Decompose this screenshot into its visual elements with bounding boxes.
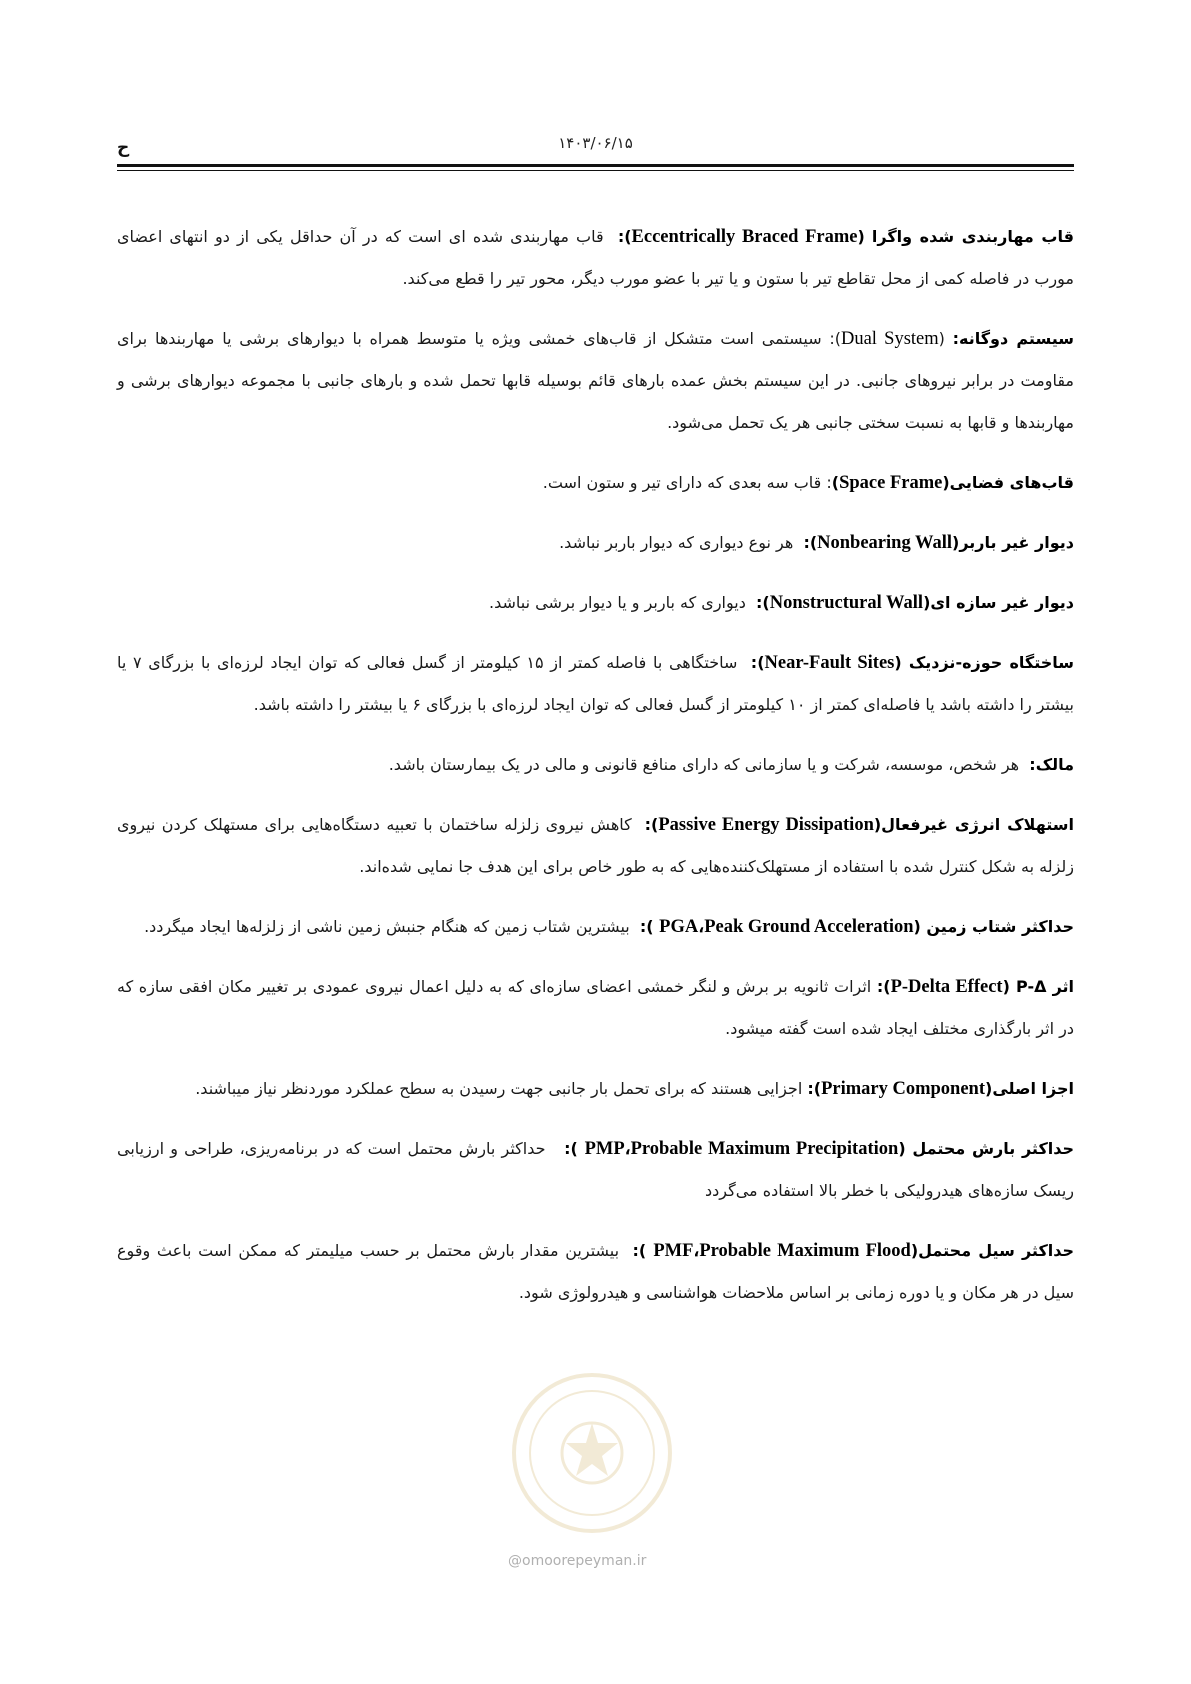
page-date: ۱۴۰۳/۰۶/۱۵: [558, 134, 633, 152]
definition-text: کاهش نیروی زلزله ساختمان با تعبیه دستگاه‌هایی برای مستهلک کردن نیروی زلزله به شکل کنترل شده با استفاده از مستهلک‌کننده‌هایی که به طور خاص برای این هدف جا نمایی شده‌اند.: [117, 815, 1074, 876]
definition-term-english: PGA،Peak Ground Acceleration: [659, 917, 914, 937]
definition-text: بیشترین شتاب زمین که هنگام جنبش زمین ناشی از زلزله‌ها ایجاد میگردد.: [144, 917, 630, 936]
definition-term-english: Eccentrically Braced Frame: [631, 227, 858, 247]
definition-entry: قاب‌های فضایی(Space Frame): قاب سه بعدی که دارای تیر و ستون است.: [542, 473, 1074, 493]
definition-term-english: Nonbearing Wall: [817, 533, 952, 553]
definition-text: دیواری که باربر و یا دیوار برشی نباشد.: [489, 593, 746, 612]
definition-entry: مالک: هر شخص، موسسه، شرکت و یا سازمانی که دارای منافع قانونی و مالی در یک بیمارستان باشد.: [388, 755, 1074, 774]
watermark-url: @omoorepeyman.ir: [508, 1553, 647, 1569]
definition-term: سیستم دوگانه: [959, 329, 1075, 348]
definition-term: اجزا اصلی: [992, 1079, 1074, 1098]
definition-text: بیشترین مقدار بارش محتمل بر حسب میلیمتر که ممکن است باعث وقوع سیل در هر مکان و یا دوره زمانی بر اساس ملاحضات هواشناسی و هیدرولوژی شود.: [117, 1241, 1074, 1302]
definition-text: اثرات ثانویه بر برش و لنگر خمشی اعضای سازه‌ای که به دلیل اعمال نیروی عمودی بر تغییر مکان افقی سازه که در اثر بارگذاری مختلف ایجاد شده است گفته میشود.: [117, 977, 1074, 1038]
definition-text: قاب مهاربندی شده ای است که در آن حداقل یکی از دو انتهای اعضای مورب در فاصله کمی از محل تقاطع تیر با ستون و یا تیر با عضو مورب دیگر، محور تیر را قطع می‌کند.: [117, 227, 1074, 288]
definition-entry: اجزا اصلی(Primary Component): اجزایی هستند که برای تحمل بار جانبی جهت رسیدن به سطح عملکرد موردنظر نیاز میباشند.: [195, 1079, 1074, 1099]
definition-entry: اثر P-Δ (P-Delta Effect): اثرات ثانویه بر برش و لنگر خمشی اعضای سازه‌ای که به دلیل اعمال نیروی عمودی بر تغییر مکان افقی سازه که در اثر بارگذاری مختلف ایجاد شده است گفته میشود.: [117, 977, 1075, 1038]
definition-entry: استهلاک انرژی غیرفعال(Passive Energy Dissipation): کاهش نیروی زلزله ساختمان با تعبیه دستگاه‌هایی برای مستهلک کردن نیروی زلزله به شکل کنترل شده با استفاده از مستهلک‌کننده‌هایی که به طور خاص برای این هدف جا نمایی شده‌اند.: [117, 815, 1075, 876]
definition-term: قاب‌های فضایی: [949, 473, 1074, 492]
definition-term: حداکثر شتاب زمین: [926, 917, 1074, 936]
definition-term-english: Near-Fault Sites: [764, 653, 895, 673]
definition-text: هر نوع دیواری که دیوار باربر نباشد.: [559, 533, 794, 552]
definition-term: قاب مهاربندی شده واگرا: [871, 227, 1074, 246]
definition-entry: قاب مهاربندی شده واگرا (Eccentrically Braced Frame): قاب مهاربندی شده ای است که در آن حداقل یکی از دو انتهای اعضای مورب در فاصله کمی از محل تقاطع تیر با ستون و یا تیر با عضو مورب دیگر، محور تیر را قطع می‌کند.: [117, 227, 1074, 288]
definition-entry: حداکثر بارش محتمل (PMP،Probable Maximum Precipitation ): حداکثر بارش محتمل است که در برنامه‌ریزی، طراحی و ارزیابی ریسک سازه‌های هیدرولیکی با خطر بالا استفاده می‌گردد: [117, 1139, 1075, 1200]
header-rule-thin: [117, 170, 1074, 171]
definition-term-english: Dual System: [840, 329, 939, 349]
definitions-list: [117, 216, 1074, 1332]
definition-term-english: Passive Energy Dissipation: [658, 815, 874, 835]
definition-term: حداکثر سیل محتمل: [918, 1241, 1075, 1260]
definition-term: اثر P-Δ: [1016, 977, 1075, 996]
definition-term: دیوار غیر باربر: [959, 533, 1074, 552]
definition-text: قاب سه بعدی که دارای تیر و ستون است.: [542, 473, 822, 492]
definition-entry: ساختگاه حوزه-نزدیک (Near-Fault Sites): ساختگاهی با فاصله کمتر از ۱۵ کیلومتر از گسل فعالی که توان ایجاد لرزه‌ای با بزرگای ۷ یا بیشتر را داشته باشد یا فاصله‌ای کمتر از ۱۰ کیلومتر از گسل فعالی که توان ایجاد لرزه‌ای با بزرگای ۶ یا بیشتر را داشته باشد.: [117, 653, 1075, 714]
definition-term-english: PMF،Probable Maximum Flood: [653, 1241, 911, 1261]
definition-text: هر شخص، موسسه، شرکت و یا سازمانی که دارای منافع قانونی و مالی در یک بیمارستان باشد.: [388, 755, 1020, 774]
definition-text: حداکثر بارش محتمل است که در برنامه‌ریزی، طراحی و ارزیابی ریسک سازه‌های هیدرولیکی با خطر بالا استفاده می‌گردد: [117, 1139, 1074, 1200]
header-rule-thick: [117, 164, 1074, 167]
definition-term-english: Space Frame: [839, 473, 943, 493]
definition-term: حداکثر بارش محتمل: [912, 1139, 1075, 1158]
definition-term-english: Primary Component: [821, 1079, 985, 1099]
seal-logo-icon: [498, 1368, 686, 1538]
definition-entry: دیوار غیر سازه ای(Nonstructural Wall): دیواری که باربر و یا دیوار برشی نباشد.: [489, 593, 1074, 613]
definition-term-english: Nonstructural Wall: [769, 593, 924, 613]
definition-entry: دیوار غیر باربر(Nonbearing Wall): هر نوع دیواری که دیوار باربر نباشد.: [559, 533, 1074, 553]
definition-term: استهلاک انرژی غیرفعال: [881, 815, 1075, 834]
definition-entry: حداکثر سیل محتمل(PMF،Probable Maximum Flood ): بیشترین مقدار بارش محتمل بر حسب میلیمتر که ممکن است باعث وقوع سیل در هر مکان و یا دوره زمانی بر اساس ملاحضات هواشناسی و هیدرولوژی شود.: [117, 1241, 1075, 1302]
definition-text: سیستمی است متشکل از قاب‌های خمشی ویژه یا متوسط همراه با دیوارهای برشی یا مهاربندها برای مقاومت در برابر نیروهای جانبی. در این سیستم بخش عمده بارهای قائم بوسیله قابها تحمل شده و بارهای جانبی با مجموعه دیوارهای برشی و مهاربندها و قابها به نسبت سختی جانبی هر یک تحمل می‌شود.: [117, 329, 1074, 432]
definition-term: دیوار غیر سازه ای: [930, 593, 1074, 612]
definition-entry: سیستم دوگانه: (Dual System): سیستمی است متشکل از قاب‌های خمشی ویژه یا متوسط همراه با دیوارهای برشی یا مهاربندها برای مقاومت در برابر نیروهای جانبی. در این سیستم بخش عمده بارهای قائم بوسیله قابها تحمل شده و بارهای جانبی با مجموعه دیوارهای برشی و مهاربندها و قابها به نسبت سختی جانبی هر یک تحمل می‌شود.: [117, 329, 1075, 432]
definition-term-english: P-Delta Effect: [890, 977, 1003, 997]
definition-term-english: PMP،Probable Maximum Precipitation: [584, 1139, 899, 1159]
definition-term: مالک: [1035, 755, 1074, 774]
definition-text: اجزایی هستند که برای تحمل بار جانبی جهت رسیدن به سطح عملکرد موردنظر نیاز میباشند.: [195, 1079, 803, 1098]
definition-text: ساختگاهی با فاصله کمتر از ۱۵ کیلومتر از گسل فعالی که توان ایجاد لرزه‌ای با بزرگای ۷ یا بیشتر را داشته باشد یا فاصله‌ای کمتر از ۱۰ کیلومتر از گسل فعالی که توان ایجاد لرزه‌ای با بزرگای ۶ یا بیشتر را داشته باشد.: [117, 653, 1074, 714]
page-number: ح: [117, 138, 130, 158]
definition-entry: حداکثر شتاب زمین (PGA،Peak Ground Acceleration ): بیشترین شتاب زمین که هنگام جنبش زمین ناشی از زلزله‌ها ایجاد میگردد.: [144, 917, 1074, 937]
definition-term: ساختگاه حوزه-نزدیک: [908, 653, 1075, 672]
